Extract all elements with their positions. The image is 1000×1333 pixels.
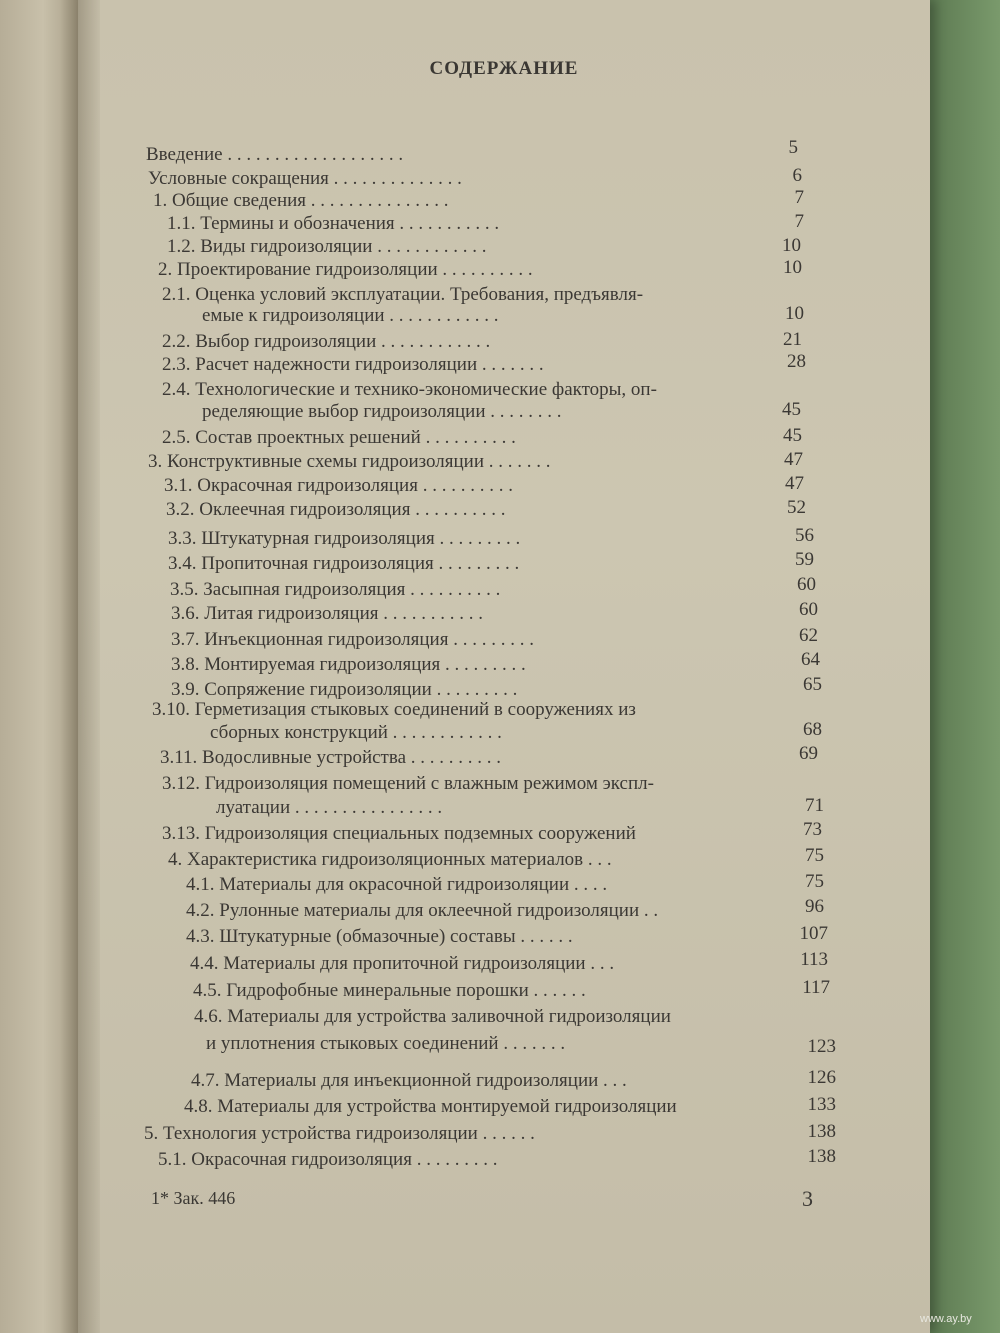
toc-page-number: 10 <box>785 303 804 324</box>
toc-page-number: 47 <box>785 473 804 494</box>
toc-page-number: 71 <box>805 795 824 816</box>
printing-order-number: 1* Зак. 446 <box>151 1188 236 1208</box>
toc-entry: 3.10. Герметизация стыковых соединений в сооружениях из <box>152 699 636 720</box>
toc-page-number: 47 <box>784 449 803 470</box>
toc-page-number: 133 <box>807 1094 836 1115</box>
toc-page-number: 10 <box>783 257 802 278</box>
watermark: www.ay.by <box>920 1313 972 1325</box>
toc-entry: сборных конструкций . . . . . . . . . . . . <box>210 722 502 743</box>
toc-page-number: 75 <box>805 845 824 866</box>
toc-entry: 1.2. Виды гидроизоляции . . . . . . . . . . . . <box>167 236 487 257</box>
toc-page-number: 45 <box>782 399 801 420</box>
toc-page-number: 5 <box>788 137 798 158</box>
toc-page-number: 96 <box>805 896 824 917</box>
toc-entry: 3.13. Гидроизоляция специальных подземных сооружений <box>162 823 636 844</box>
toc-page-number: 52 <box>787 497 806 518</box>
toc-page-number: 62 <box>799 625 818 646</box>
toc-entry: луатации . . . . . . . . . . . . . . . . <box>216 797 443 818</box>
page-number: 3 <box>802 1186 813 1211</box>
toc-page-number: 68 <box>803 719 822 740</box>
toc-entry: 3.8. Монтируемая гидроизоляция . . . . . . . . . <box>171 654 526 675</box>
toc-entry: 4.4. Материалы для пропиточной гидроизоляции . . . <box>190 953 615 974</box>
toc-page-number: 60 <box>797 574 816 595</box>
toc-entry: 4.6. Материалы для устройства заливочной гидроизоляции <box>194 1006 671 1027</box>
toc-page-number: 73 <box>803 819 822 840</box>
toc-page-number: 45 <box>783 425 802 446</box>
toc-page-number: 113 <box>800 949 828 970</box>
toc-entry: 2.5. Состав проектных решений . . . . . . . . . . <box>162 427 516 448</box>
toc-entry: емые к гидроизоляции . . . . . . . . . . . . <box>202 305 499 326</box>
toc-entry: и уплотнения стыковых соединений . . . . . . . <box>206 1033 566 1054</box>
toc-entry: 2.1. Оценка условий эксплуатации. Требования, предъявля- <box>162 284 644 305</box>
toc-entry: 4. Характеристика гидроизоляционных материалов . . . <box>168 849 612 870</box>
toc-entry: 4.7. Материалы для инъекционной гидроизоляции . . . <box>191 1070 627 1091</box>
toc-entry: 3.6. Литая гидроизоляция . . . . . . . . . . . <box>171 603 483 624</box>
toc-page-number: 138 <box>807 1121 836 1142</box>
toc-entry: 3.4. Пропиточная гидроизоляция . . . . . . . . . <box>168 553 520 574</box>
toc-entry: 2.2. Выбор гидроизоляции . . . . . . . . . . . . <box>162 331 491 352</box>
toc-entry: ределяющие выбор гидроизоляции . . . . . . . . <box>202 401 562 422</box>
toc-page-number: 117 <box>802 977 830 998</box>
book-gutter <box>60 0 100 1333</box>
toc-entry: 4.5. Гидрофобные минеральные порошки . . . . . . <box>193 980 586 1001</box>
toc-entry: 4.3. Штукатурные (обмазочные) составы . . . . . . <box>186 926 573 947</box>
toc-page-number: 28 <box>787 351 806 372</box>
toc-entry: 3.2. Оклеечная гидроизоляция . . . . . . . . . . <box>166 499 506 520</box>
toc-entry: 4.1. Материалы для окрасочной гидроизоляции . . . . <box>186 874 608 895</box>
toc-entry: 3.7. Инъекционная гидроизоляция . . . . . . . . . <box>171 629 534 650</box>
toc-page-number: 64 <box>801 649 820 670</box>
toc-entry: 5.1. Окрасочная гидроизоляция . . . . . . . . . <box>158 1149 498 1170</box>
toc-entry: 4.8. Материалы для устройства монтируемой гидроизоляции <box>184 1096 677 1117</box>
book-page <box>78 0 930 1333</box>
toc-page-number: 138 <box>807 1146 836 1167</box>
toc-entry: 3.12. Гидроизоляция помещений с влажным режимом экспл- <box>162 773 654 794</box>
toc-entry: 1. Общие сведения . . . . . . . . . . . . . . . <box>153 190 449 211</box>
toc-entry: 2. Проектирование гидроизоляции . . . . . . . . . . <box>158 259 533 280</box>
toc-page-number: 65 <box>803 674 822 695</box>
toc-entry: 3.3. Штукатурная гидроизоляция . . . . . . . . . <box>168 528 521 549</box>
toc-entry: Условные сокращения . . . . . . . . . . . . . . <box>148 168 462 189</box>
toc-entry: 1.1. Термины и обозначения . . . . . . . . . . . <box>167 213 500 234</box>
toc-page-number: 7 <box>794 211 804 232</box>
toc-entry: 5. Технология устройства гидроизоляции . . . . . . <box>144 1123 535 1144</box>
toc-entry: 4.2. Рулонные материалы для оклеечной гидроизоляции . . <box>186 900 659 921</box>
toc-page-number: 126 <box>807 1067 836 1088</box>
toc-page-number: 123 <box>807 1036 836 1057</box>
toc-page-number: 75 <box>805 871 824 892</box>
toc-entry: 2.4. Технологические и технико-экономические факторы, оп- <box>162 379 657 400</box>
page-title: СОДЕРЖАНИЕ <box>429 58 579 79</box>
toc-entry: 3. Конструктивные схемы гидроизоляции . . . . . . . <box>148 451 551 472</box>
toc-page-number: 21 <box>783 329 802 350</box>
toc-entry: 3.9. Сопряжение гидроизоляции . . . . . . . . . <box>171 679 518 700</box>
toc-page-number: 6 <box>792 165 802 186</box>
toc-entry: Введение . . . . . . . . . . . . . . . . . . . <box>146 144 404 165</box>
toc-page-number: 56 <box>795 525 814 546</box>
toc-entry: 3.5. Засыпная гидроизоляция . . . . . . . . . . <box>170 579 501 600</box>
toc-page-number: 69 <box>799 743 818 764</box>
toc-entry: 2.3. Расчет надежности гидроизоляции . . . . . . . <box>162 354 544 375</box>
toc-page-number: 60 <box>799 599 818 620</box>
table-of-contents <box>78 0 930 1333</box>
toc-page-number: 10 <box>782 235 801 256</box>
toc-entry: 3.11. Водосливные устройства . . . . . . . . . . <box>160 747 502 768</box>
toc-page-number: 107 <box>799 923 828 944</box>
table-surface <box>930 0 1000 1333</box>
toc-page-number: 7 <box>794 187 804 208</box>
toc-page-number: 59 <box>795 549 814 570</box>
toc-entry: 3.1. Окрасочная гидроизоляция . . . . . . . . . . <box>164 475 513 496</box>
